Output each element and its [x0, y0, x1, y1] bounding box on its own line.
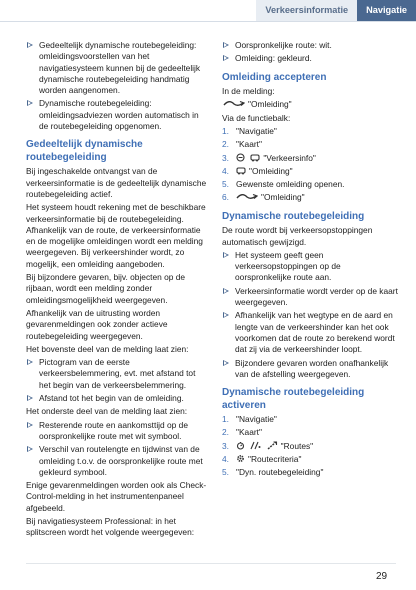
paragraph: Het systeem houdt rekening met de beschikbare verkeersinformatie bij de routebegeleiding. Afhankelijk van de route, de verkeersinformatie en de mogelijke omleidingen wordt een melding weergegeven. Bij verkeershinder wordt, zo mogelijk, een omleiding aangeboden. [26, 202, 206, 269]
section-heading: Dynamische routebegeleiding [222, 210, 365, 222]
traffic-info-icon [250, 153, 260, 162]
bullet-item: Dynamische routebegeleiding: omleidingsadviezen worden automatisch in de routebegeleiding opgenomen. [26, 98, 209, 132]
bullet-item: Omleiding: gekleurd. [222, 53, 398, 64]
bullet-triangle-icon [27, 100, 33, 106]
step-item: 2. "Kaart" [222, 427, 262, 438]
header-tab-verkeersinformatie: Verkeersinformatie [256, 0, 357, 21]
paragraph: Afhankelijk van de uitrusting worden gevarenmeldingen ook zonder actieve routebegeleiding weergegeven. [26, 307, 168, 341]
section-heading: Gedeeltelijk dynamische routebegeleiding [26, 139, 143, 163]
traffic-options-icon [236, 153, 245, 162]
step-item: 3. "Verkeersinfo" [222, 152, 316, 163]
bullet-item: Verschil van routelengte en tijdwinst van de omleiding t.o.v. de oorspronkelijke route met gekleurd symbool. [26, 444, 209, 478]
paragraph: In de melding: [222, 86, 275, 97]
footer-divider [26, 563, 396, 564]
bullet-item: Afhankelijk van het wegtype en de aard en lengte van de verkeershinder kan het ook voorkomen dat de route zo berekend wordt dat zij via de verkeershinder loopt. [222, 310, 398, 355]
bullet-item: Oorspronkelijke route: wit. [222, 40, 398, 51]
header-tab-navigatie: Navigatie [357, 0, 416, 21]
route-settings-icon [250, 441, 261, 450]
step-item: 2. "Kaart" [222, 139, 262, 150]
traffic-info-icon [236, 166, 246, 175]
header-divider [0, 21, 416, 22]
section-heading: Omleiding accepteren [222, 71, 327, 83]
bullet-item: Bijzondere gevaren worden onafhankelijk van de afstelling weergegeven. [222, 358, 398, 381]
bullet-item: Afstand tot het begin van de omleiding. [26, 393, 209, 404]
bullet-item: Pictogram van de eerste verkeersbelemmering, evt. met afstand tot het begin van de verkeersbelemmering. [26, 357, 209, 391]
bullet-triangle-icon [223, 42, 229, 48]
detour-icon [236, 192, 258, 201]
bullet-triangle-icon [27, 359, 33, 365]
step-item: 3. "Routes" [222, 440, 314, 451]
section-header [256, 0, 416, 21]
page-number: 29 [376, 571, 388, 582]
bullet-triangle-icon [27, 446, 33, 452]
paragraph: De route wordt bij verkeersopstoppingen automatisch gewijzigd. [222, 225, 373, 247]
right-column [222, 40, 398, 481]
bullet-triangle-icon [223, 288, 229, 294]
gear-icon [236, 454, 245, 463]
detour-icon [223, 99, 245, 108]
paragraph: Het bovenste deel van de melding laat zien: [26, 343, 189, 354]
step-item: 5. Gewenste omleiding openen. [222, 179, 345, 190]
step-item: 6. "Omleiding" [222, 192, 305, 203]
step-item: 4. "Omleiding" [222, 165, 293, 176]
paragraph: Enige gevarenmeldingen worden ook als Check-Control-melding in het instrumentenpaneel afgebeeld. [26, 480, 207, 513]
bullet-item: Verkeersinformatie wordt verder op de kaart weergegeven. [222, 286, 398, 309]
paragraph: Bij navigatiesysteem Professional: in het splitscreen wordt het volgende weergegeven: [26, 515, 195, 538]
section-heading: Dynamische routebegeleiding activeren [222, 387, 365, 411]
menu-item-omleiding: "Omleiding" [222, 99, 398, 110]
paragraph: Bij bijzondere gevaren, bijv. objecten op de rijbaan, wordt een melding zonder omleidingsmogelijkheid weergegeven. [26, 272, 186, 305]
bullet-item: Resterende route en aankomsttijd op de oorspronkelijke route met wit symbool. [26, 420, 209, 443]
paragraph: Bij ingeschakelde ontvangst van de verkeersinformatie is de gedeeltelijk dynamische routebegeleiding actief. [26, 166, 207, 199]
step-item: 1. "Navigatie" [222, 414, 277, 425]
step-item: 4. "Routecriteria" [222, 454, 302, 465]
step-item: 1. "Navigatie" [222, 125, 277, 136]
bullet-triangle-icon [27, 395, 33, 401]
bullet-triangle-icon [223, 252, 229, 258]
paragraph: Via de functiebalk: [222, 112, 291, 123]
paragraph: Het onderste deel van de melding laat zien: [26, 406, 188, 417]
step-item: 5. "Dyn. routebegeleiding" [222, 467, 324, 478]
bullet-triangle-icon [223, 360, 229, 366]
bullet-item: Gedeeltelijk dynamische routebegeleiding: omleidingsvoorstellen van het navigatiesysteem kunnen bij de gedeeltelijk dynamische routebegeleiding handmatig worden aangenomen. [26, 40, 209, 96]
bullet-item: Het systeem geeft geen verkeersopstoppingen op de oorspronkelijke route aan. [222, 250, 398, 284]
bullet-triangle-icon [27, 42, 33, 48]
bullet-triangle-icon [27, 422, 33, 428]
bullet-triangle-icon [223, 312, 229, 318]
left-column [26, 40, 209, 541]
routes-icon [267, 441, 278, 450]
bullet-triangle-icon [223, 55, 229, 61]
options-icon [236, 441, 245, 450]
